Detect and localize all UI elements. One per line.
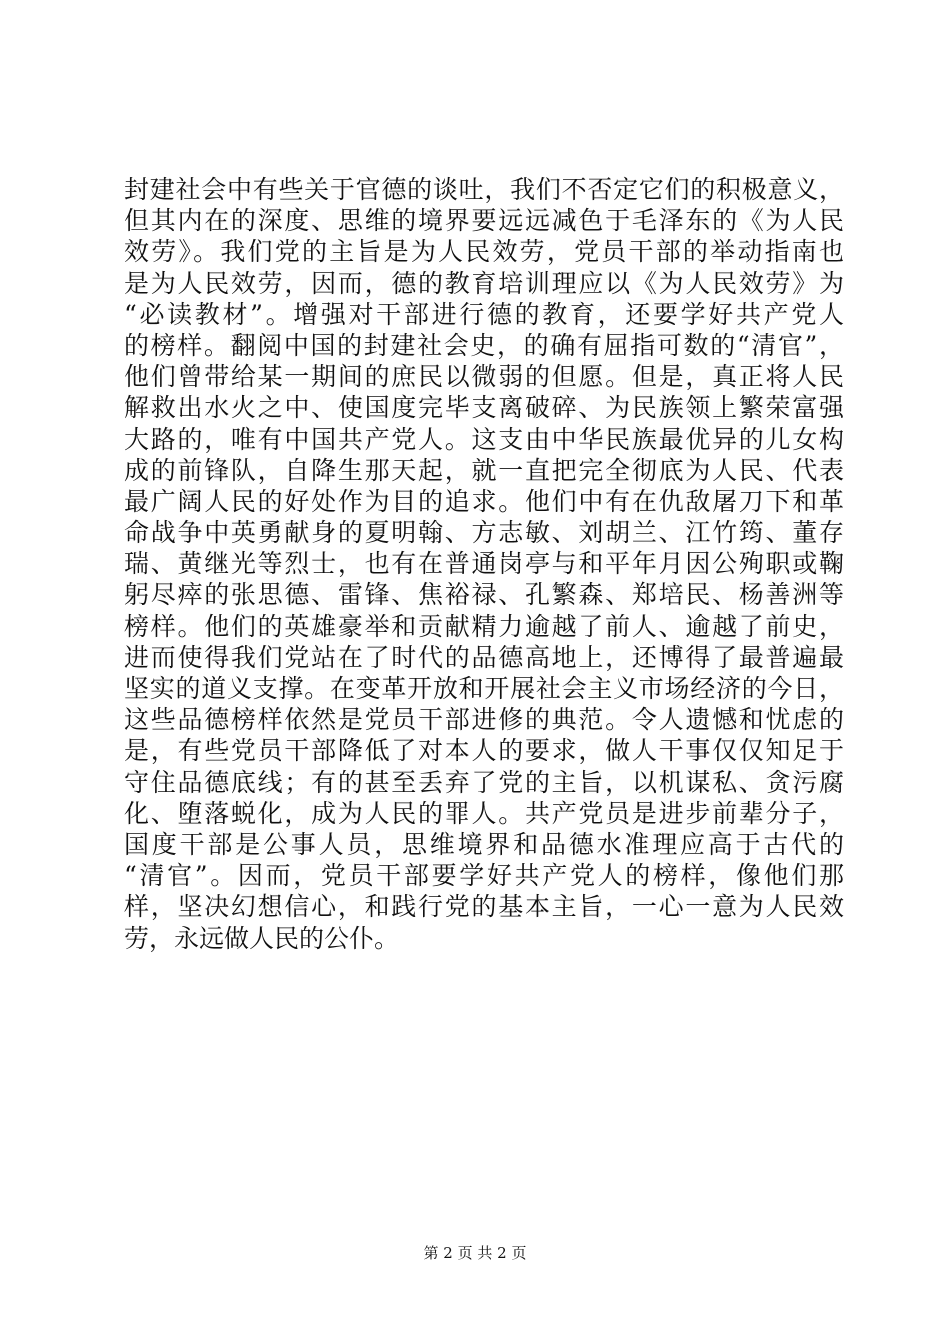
text-line: 最广阔人民的好处作为目的追求。他们中有在仇敌屠刀下和革 xyxy=(124,486,844,516)
text-line: 解救出水火之中、使国度完毕支离破碎、为民族领上繁荣富强 xyxy=(124,393,844,423)
text-line: 的榜样。翻阅中国的封建社会史，的确有屈指可数的“清官”， xyxy=(124,330,844,360)
text-line: 样，坚决幻想信心，和践行党的基本主旨，一心一意为人民效 xyxy=(124,892,844,922)
text-line: 榜样。他们的英雄豪举和贡献精力逾越了前人、逾越了前史， xyxy=(124,611,844,641)
text-line: 躬尽瘁的张思德、雷锋、焦裕禄、孔繁森、郑培民、杨善洲等 xyxy=(124,580,844,610)
text-line: 大路的，唯有中国共产党人。这支由中华民族最优异的儿女构 xyxy=(124,424,844,454)
page-footer xyxy=(0,1243,950,1263)
text-line: 效劳》。我们党的主旨是为人民效劳，党员干部的举动指南也 xyxy=(124,237,844,267)
text-line: 化、堕落蜕化，成为人民的罪人。共产党员是进步前辈分子， xyxy=(124,798,844,828)
text-line: 坚实的道义支撑。在变革开放和开展社会主义市场经济的今日， xyxy=(124,674,844,703)
text-line: 成的前锋队，自降生那天起，就一直把完全彻底为人民、代表 xyxy=(124,455,844,485)
text-line: 命战争中英勇献身的夏明翰、方志敏、刘胡兰、江竹筠、董存 xyxy=(124,518,844,548)
text-line: “必读教材”。增强对干部进行德的教育，还要学好共产党人 xyxy=(124,299,844,329)
text-line: 是，有些党员干部降低了对本人的要求，做人干事仅仅知足于 xyxy=(124,736,844,766)
text-line: 这些品德榜样依然是党员干部进修的典范。令人遗憾和忧虑的 xyxy=(124,705,844,735)
text-line: 但其内在的深度、思维的境界要远远减色于毛泽东的《为人民 xyxy=(124,206,844,236)
text-line: “清官”。因而，党员干部要学好共产党人的榜样，像他们那 xyxy=(124,861,844,891)
text-line: 国度干部是公事人员，思维境界和品德水准理应高于古代的 xyxy=(124,829,844,859)
text-line: 瑞、黄继光等烈士，也有在普通岗亭与和平年月因公殉职或鞠 xyxy=(124,549,844,579)
page-number: 第 2 页 共 2 页 xyxy=(423,1244,527,1262)
text-line: 守住品德底线；有的甚至丢弃了党的主旨，以机谋私、贪污腐 xyxy=(124,767,844,797)
text-line: 进而使得我们党站在了时代的品德高地上，还博得了最普遍最 xyxy=(124,642,844,672)
text-line: 劳，永远做人民的公仆。 xyxy=(124,923,400,953)
body-paragraph xyxy=(124,174,844,954)
text-line: 封建社会中有些关于官德的谈吐，我们不否定它们的积极意义， xyxy=(124,175,844,204)
text-line: 他们曾带给某一期间的庶民以微弱的但愿。但是，真正将人民 xyxy=(124,362,844,392)
text-line: 是为人民效劳，因而，德的教育培训理应以《为人民效劳》为 xyxy=(124,268,844,298)
